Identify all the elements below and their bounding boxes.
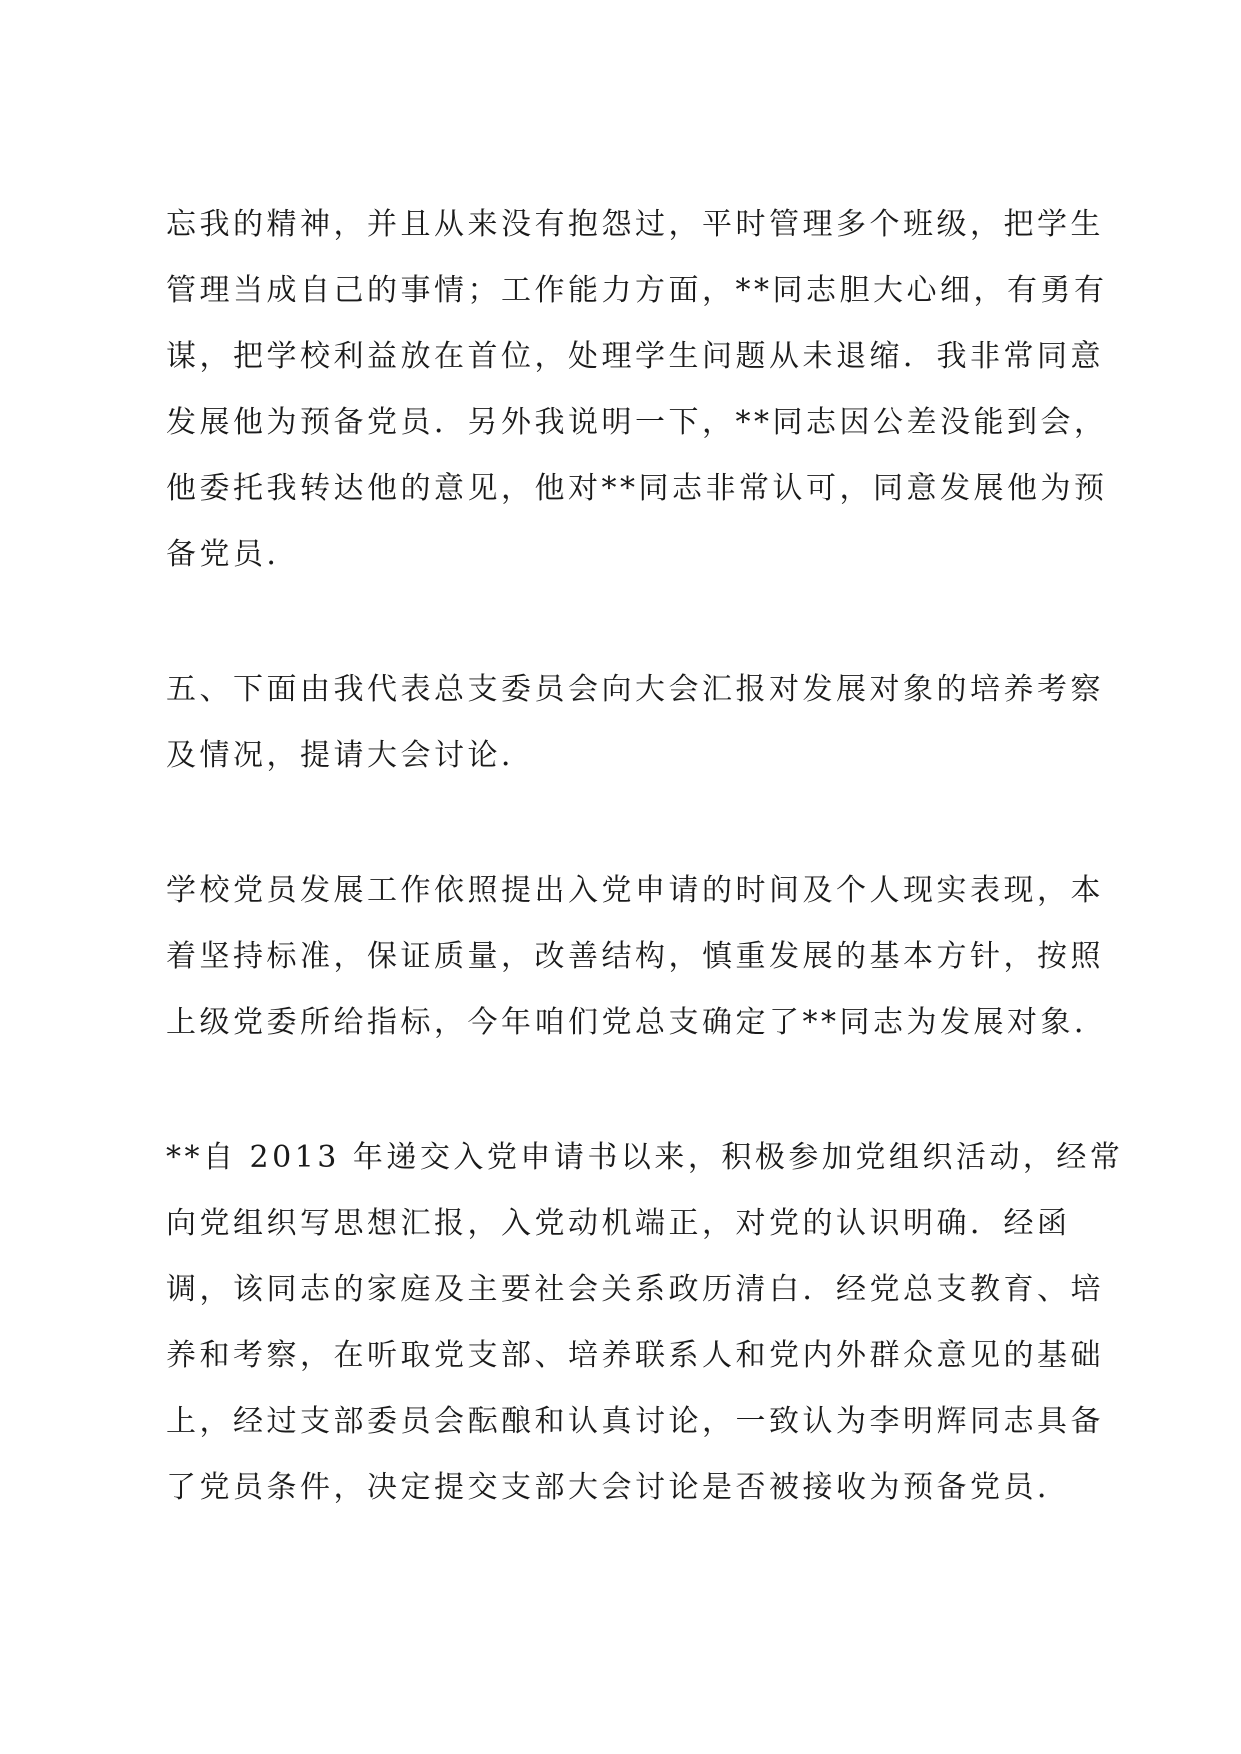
paragraph-spacer bbox=[166, 1056, 1096, 1125]
document-body bbox=[166, 192, 1124, 1521]
text-line: 着坚持标准，保证质量，改善结构，慎重发展的基本方针，按照 bbox=[166, 939, 1104, 974]
paragraph-2 bbox=[166, 657, 1104, 789]
paragraph-spacer bbox=[166, 789, 1096, 858]
text-line: 上级党委所给指标，今年咱们党总支确定了**同志为发展对象． bbox=[166, 1005, 1108, 1040]
paragraph-spacer bbox=[166, 588, 1096, 657]
text-line: 了党员条件，决定提交支部大会讨论是否被接收为预备党员． bbox=[166, 1470, 1071, 1505]
text-line: 五、下面由我代表总支委员会向大会汇报对发展对象的培养考察 bbox=[166, 672, 1104, 707]
text-line: 学校党员发展工作依照提出入党申请的时间及个人现实表现，本 bbox=[166, 873, 1104, 908]
text-line: 备党员． bbox=[166, 537, 300, 572]
text-line: **自 2013 年递交入党申请书以来，积极参加党组织活动，经常 bbox=[166, 1140, 1124, 1175]
text-line: 及情况，提请大会讨论． bbox=[166, 738, 535, 773]
text-line: 调，该同志的家庭及主要社会关系政历清白．经党总支教育、培 bbox=[166, 1272, 1104, 1307]
text-line: 上，经过支部委员会酝酿和认真讨论，一致认为李明辉同志具备 bbox=[166, 1404, 1104, 1439]
text-line: 养和考察，在听取党支部、培养联系人和党内外群众意见的基础 bbox=[166, 1338, 1104, 1373]
text-line: 谋，把学校利益放在首位，处理学生问题从未退缩．我非常同意 bbox=[166, 339, 1104, 374]
paragraph-1 bbox=[166, 192, 1108, 588]
text-line: 他委托我转达他的意见，他对**同志非常认可，同意发展他为预 bbox=[166, 471, 1108, 506]
text-line: 管理当成自己的事情；工作能力方面，**同志胆大心细，有勇有 bbox=[166, 273, 1108, 308]
text-line: 向党组织写思想汇报，入党动机端正，对党的认识明确．经函 bbox=[166, 1206, 1071, 1241]
text-line: 忘我的精神，并且从来没有抱怨过，平时管理多个班级，把学生 bbox=[166, 207, 1104, 242]
paragraph-4 bbox=[166, 1125, 1124, 1521]
text-line: 发展他为预备党员．另外我说明一下，**同志因公差没能到会， bbox=[166, 405, 1108, 440]
paragraph-3 bbox=[166, 858, 1108, 1056]
